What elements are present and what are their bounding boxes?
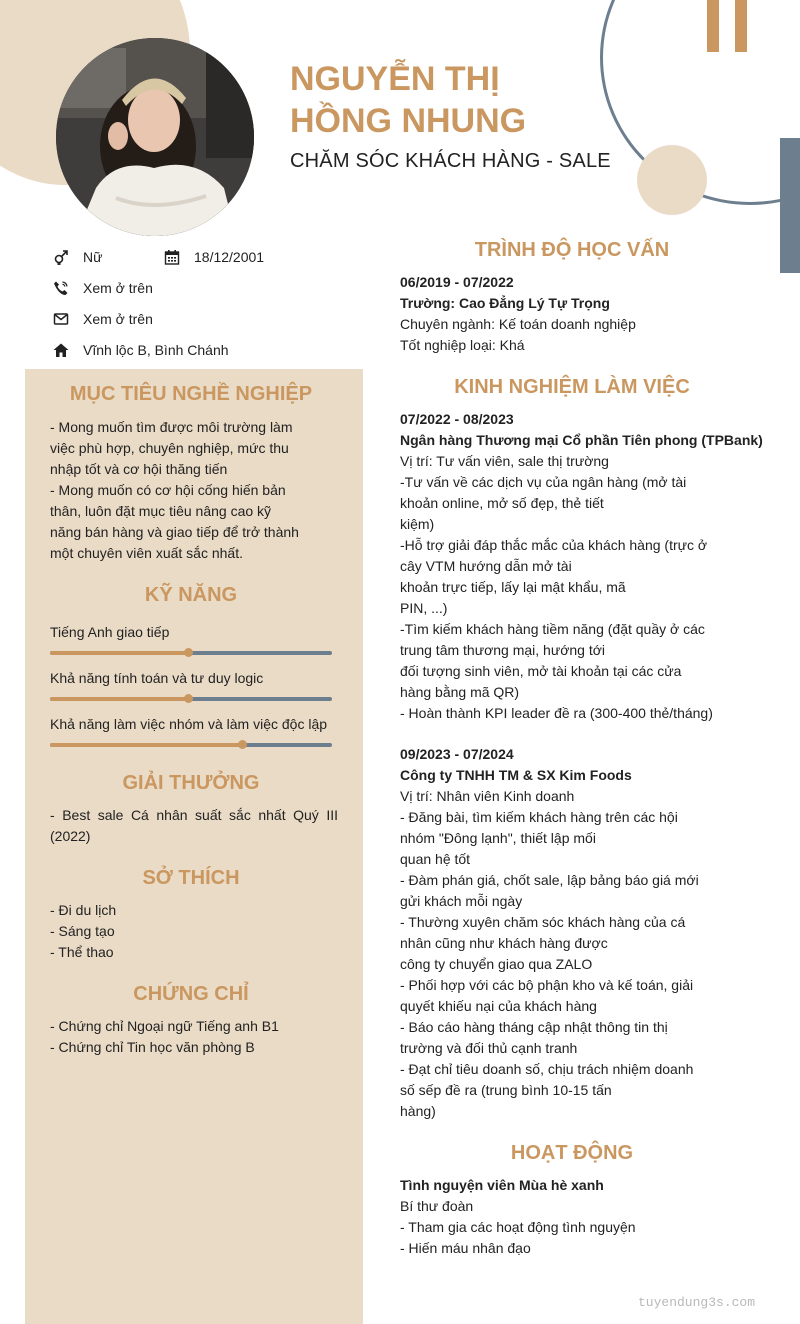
education-school: Trường: Cao Đẳng Lý Tự Trọng (400, 295, 610, 311)
experience-title: KINH NGHIỆM LÀM VIỆC (454, 376, 690, 398)
job-line: đối tượng sinh viên, mở tài khoản tại các cửa (400, 663, 682, 679)
awards-title: GIẢI THƯỞNG (122, 772, 260, 794)
job-line: quan hệ tốt (400, 851, 471, 867)
experience-job (400, 409, 763, 724)
job-line: -Tư vấn về các dịch vụ của ngân hàng (mở tài (400, 474, 687, 490)
certificate-item: - Chứng chỉ Ngoại ngữ Tiếng anh B1 (50, 1018, 279, 1034)
phone-value: Xem ở trên (83, 280, 153, 296)
objective-line: nhập tốt và cơ hội thăng tiến (50, 461, 228, 477)
activity-line: - Tham gia các hoạt động tình nguyện (400, 1219, 636, 1235)
job-title: CHĂM SÓC KHÁCH HÀNG - SALE (290, 150, 611, 172)
job-line: trường và đối thủ cạnh tranh (400, 1040, 578, 1056)
job-line: - Phối hợp với các bộ phận kho và kế toán, giải (400, 977, 694, 993)
objective-text (50, 417, 320, 564)
objective-line: việc phù hợp, chuyên nghiệp, mức thu (50, 440, 289, 456)
job-line: Vị trí: Nhân viên Kinh doanh (400, 788, 575, 804)
education-block (400, 272, 730, 356)
objective-line: năng bán hàng và giao tiếp để trở thành (50, 524, 299, 540)
address-value: Vĩnh lộc B, Bình Chánh (83, 342, 229, 358)
skill-name: Khả năng tính toán và tư duy logic (50, 670, 264, 686)
job-line: -Hỗ trợ giải đáp thắc mắc của khách hàng (trực ở (400, 537, 708, 553)
skill-level-bar (50, 697, 332, 701)
job-line: công ty chuyển giao qua ZALO (400, 956, 593, 972)
certificates-list (50, 1016, 340, 1058)
activity-name: Tình nguyện viên Mùa hè xanh (400, 1177, 604, 1193)
job-line: -Tìm kiếm khách hàng tiềm năng (đặt quầy ở các (400, 621, 705, 637)
job-line: trung tâm thương mại, hướng tới (400, 642, 606, 658)
birthday-value: 18/12/2001 (194, 249, 265, 265)
education-line: Tốt nghiệp loại: Khá (400, 337, 525, 353)
decorative-dot (637, 145, 707, 215)
hobby-item: - Đi du lịch (50, 902, 117, 918)
skill-name: Tiếng Anh giao tiếp (50, 624, 170, 640)
job-line: nhân cũng như khách hàng được (400, 935, 608, 951)
name-line-2: HỒNG NHUNG (290, 102, 527, 140)
certificate-item: - Chứng chỉ Tin học văn phòng B (50, 1039, 255, 1055)
job-period: 07/2022 - 08/2023 (400, 411, 514, 427)
gender-value: Nữ (83, 249, 103, 265)
activities-title: HOẠT ĐỘNG (510, 1142, 634, 1164)
job-line: khoản trực tiếp, lấy lại mật khẩu, mã (400, 579, 626, 595)
contact-birthday (163, 247, 264, 267)
objective-line: một chuyên viên xuất sắc nhất. (50, 545, 243, 561)
hobbies-title: SỞ THÍCH (142, 867, 240, 889)
gender-icon (52, 248, 70, 266)
activity-line: Bí thư đoàn (400, 1198, 474, 1214)
activities-block (400, 1175, 730, 1259)
job-line: - Đàm phán giá, chốt sale, lập bảng báo giá mới (400, 872, 699, 888)
home-icon (52, 341, 70, 359)
objective-title: MỤC TIÊU NGHỀ NGHIỆP (69, 383, 313, 405)
decorative-bar (735, 0, 747, 52)
contact-address (52, 340, 229, 360)
education-line: Chuyên ngành: Kế toán doanh nghiệp (400, 316, 636, 332)
activity-line: - Hiến máu nhân đạo (400, 1240, 531, 1256)
certificates-title: CHỨNG CHỈ (133, 983, 249, 1005)
name-line-1: NGUYỄN THỊ (290, 60, 500, 98)
phone-icon (52, 279, 70, 297)
job-period: 09/2023 - 07/2024 (400, 746, 514, 762)
job-company: Công ty TNHH TM & SX Kim Foods (400, 767, 632, 783)
job-line: số sếp đề ra (trung bình 10-15 tấn (400, 1082, 612, 1098)
job-line: - Hoàn thành KPI leader đề ra (300-400 thẻ/tháng) (400, 705, 713, 721)
objective-line: - Mong muốn tìm được môi trường làm (50, 419, 293, 435)
job-line: Vị trí: Tư vấn viên, sale thị trường (400, 453, 609, 469)
hobby-item: - Sáng tạo (50, 923, 115, 939)
email-value: Xem ở trên (83, 311, 153, 327)
job-line: hàng bằng mã QR) (400, 684, 520, 700)
contact-gender (52, 247, 102, 267)
job-line: - Đạt chỉ tiêu doanh số, chịu trách nhiệm doanh (400, 1061, 694, 1077)
experience-job (400, 744, 730, 1122)
skills-title: KỸ NĂNG (144, 584, 238, 606)
job-company: Ngân hàng Thương mại Cổ phần Tiên phong (TPBank) (400, 432, 763, 448)
contact-email (52, 309, 153, 329)
job-line: quyết khiếu nại của khách hàng (400, 998, 597, 1014)
contact-phone (52, 278, 153, 298)
job-line: kiệm) (400, 516, 435, 532)
job-line: PIN, ...) (400, 600, 448, 616)
award-line: - Best sale Cá nhân suất sắc nhất Quý III (50, 807, 338, 823)
decorative-bar (707, 0, 719, 52)
job-line: - Báo cáo hàng tháng cập nhật thông tin thị (400, 1019, 668, 1035)
education-period: 06/2019 - 07/2022 (400, 274, 514, 290)
job-line: cây VTM hướng dẫn mở tài (400, 558, 572, 574)
job-line: - Đăng bài, tìm kiếm khách hàng trên các hội (400, 809, 678, 825)
skill-level-bar (50, 651, 332, 655)
job-line: - Thường xuyên chăm sóc khách hàng của cá (400, 914, 686, 930)
watermark: tuyendung3s.com (638, 1295, 756, 1310)
decorative-side-bar (780, 138, 800, 273)
awards-text (50, 805, 338, 847)
job-line: nhóm "Đông lạnh", thiết lập mối (400, 830, 596, 846)
objective-line: thân, luôn đặt mục tiêu nâng cao kỹ (50, 503, 272, 519)
award-line: (2022) (50, 828, 91, 844)
skill-name: Khả năng làm việc nhóm và làm việc độc lập (50, 716, 328, 732)
candidate-name (290, 58, 610, 142)
hobby-item: - Thể thao (50, 944, 114, 960)
job-line: gửi khách mỗi ngày (400, 893, 523, 909)
objective-line: - Mong muốn có cơ hội cống hiến bản (50, 482, 286, 498)
calendar-icon (163, 248, 181, 266)
job-line: khoản online, mở số đẹp, thẻ tiết (400, 495, 604, 511)
mail-icon (52, 310, 70, 328)
education-title: TRÌNH ĐỘ HỌC VẤN (474, 239, 670, 261)
hobbies-list (50, 900, 310, 963)
avatar-photo (56, 38, 254, 236)
avatar (56, 38, 254, 236)
skill-level-bar (50, 743, 332, 747)
job-line: hàng) (400, 1103, 436, 1119)
